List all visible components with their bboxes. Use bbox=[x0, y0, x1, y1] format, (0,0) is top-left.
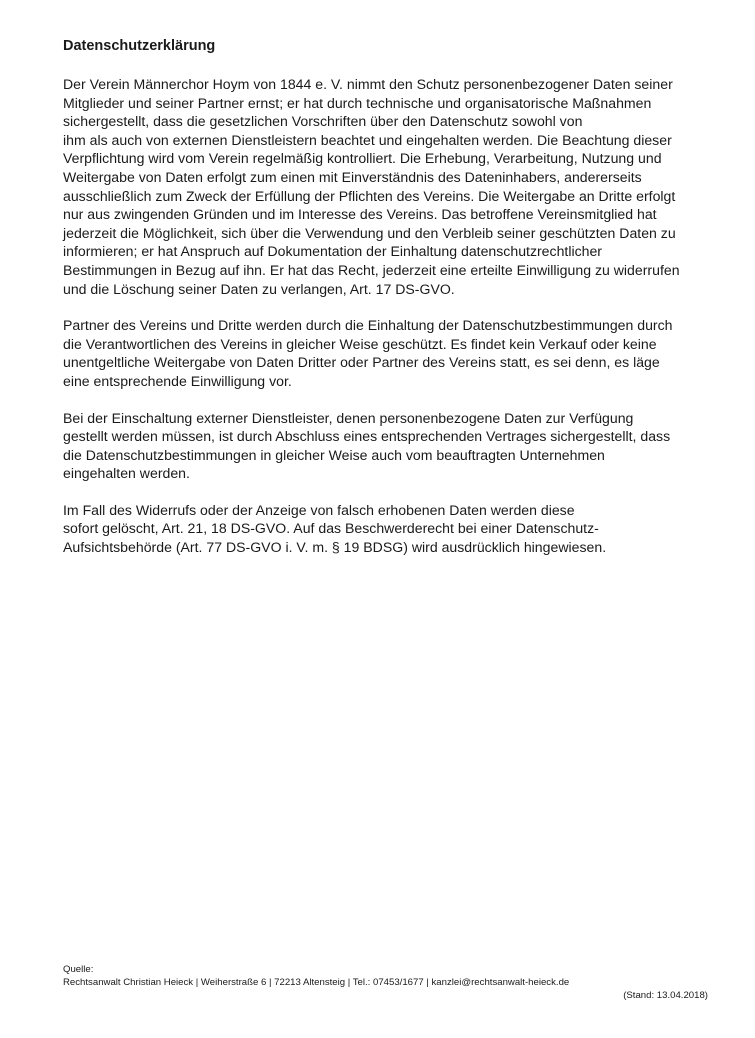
document-body bbox=[63, 75, 713, 575]
text-line: informieren; er hat Anspruch auf Dokumentation der Einhaltung datenschutzrechtlicher bbox=[63, 243, 603, 260]
text-line: Bei der Einschaltung externer Dienstleister, denen personenbezogene Daten zur Verfügung bbox=[63, 409, 634, 426]
text-line: Verpflichtung wird vom Verein regelmäßig kontrolliert. Die Erhebung, Verarbeitung, Nutzung und bbox=[63, 150, 662, 167]
text-line: ausschließlich zum Zweck der Erfüllung der Pflichten des Vereins. Die Weitergabe an Dritte erfolgt bbox=[63, 187, 676, 204]
text-line: sichergestellt, dass die gesetzlichen Vorschriften über den Datenschutz sowohl von bbox=[63, 113, 583, 130]
text-line: sofort gelöscht, Art. 21, 18 DS-GVO. Auf das Beschwerderecht bei einer Datenschutz- bbox=[63, 520, 599, 537]
text-line: nur aus zwingenden Gründen und im Interesse des Vereins. Das betroffene Vereinsmitglied hat bbox=[63, 206, 657, 223]
text-line: eine entsprechende Einwilligung vor. bbox=[63, 372, 292, 389]
text-line: gestellt werden müssen, ist durch Abschluss eines entsprechenden Vertrages sichergestellt, dass bbox=[63, 428, 671, 445]
page-title: Datenschutzerklärung bbox=[63, 38, 216, 54]
text-line: Mitglieder und seiner Partner ernst; er hat durch technische und organisatorische Maßnahmen bbox=[63, 94, 652, 111]
text-line: Partner des Vereins und Dritte werden durch die Einhaltung der Datenschutzbestimmungen durch bbox=[63, 317, 673, 334]
text-line: ihm als auch von externen Dienstleistern beachtet und eingehalten werden. Die Beachtung dieser bbox=[63, 131, 672, 148]
text-line: Im Fall des Widerrufs oder der Anzeige von falsch erhobenen Daten werden diese bbox=[63, 501, 575, 518]
text-line: Aufsichtsbehörde (Art. 77 DS-GVO i. V. m. § 19 BDSG) wird ausdrücklich hingewiesen. bbox=[63, 539, 607, 556]
paragraph-4 bbox=[63, 501, 713, 557]
text-line: und die Löschung seiner Daten zu verlangen, Art. 17 DS-GVO. bbox=[63, 280, 455, 297]
paragraph-2 bbox=[63, 316, 713, 390]
stand-date: (Stand: 13.04.2018) bbox=[623, 990, 708, 1001]
text-line: Weitergabe von Daten erfolgt zum einen mit Einverständnis des Dateninhabers, andererseits bbox=[63, 168, 642, 185]
text-line: die Verantwortlichen des Vereins in gleicher Weise geschützt. Es findet kein Verkauf oder keine bbox=[63, 335, 657, 352]
paragraph-3 bbox=[63, 409, 713, 483]
paragraph-1 bbox=[63, 75, 713, 298]
text-line: Der Verein Männerchor Hoym von 1844 e. V. nimmt den Schutz personenbezogener Daten seiner bbox=[63, 76, 673, 92]
text-line: unentgeltliche Weitergabe von Daten Dritter oder Partner des Vereins statt, es sei denn, es läge bbox=[63, 354, 660, 371]
source-text: Rechtsanwalt Christian Heieck | Weiherstraße 6 | 72213 Altensteig | Tel.: 07453/1677 | kanzlei@rechtsanwalt-heieck.de bbox=[63, 977, 570, 988]
page-footer bbox=[63, 963, 708, 1002]
text-line: eingehalten werden. bbox=[63, 465, 190, 482]
text-line: jederzeit die Möglichkeit, sich über die Verwendung und den Verbleib seiner geschützten Daten zu bbox=[63, 224, 676, 241]
text-line: die Datenschutzbestimmungen in gleicher Weise auch vom beauftragten Unternehmen bbox=[63, 446, 605, 463]
source-label: Quelle: bbox=[63, 964, 94, 975]
text-line: Bestimmungen in Bezug auf ihn. Er hat das Recht, jederzeit eine erteilte Einwilligung zu widerrufen bbox=[63, 261, 680, 278]
